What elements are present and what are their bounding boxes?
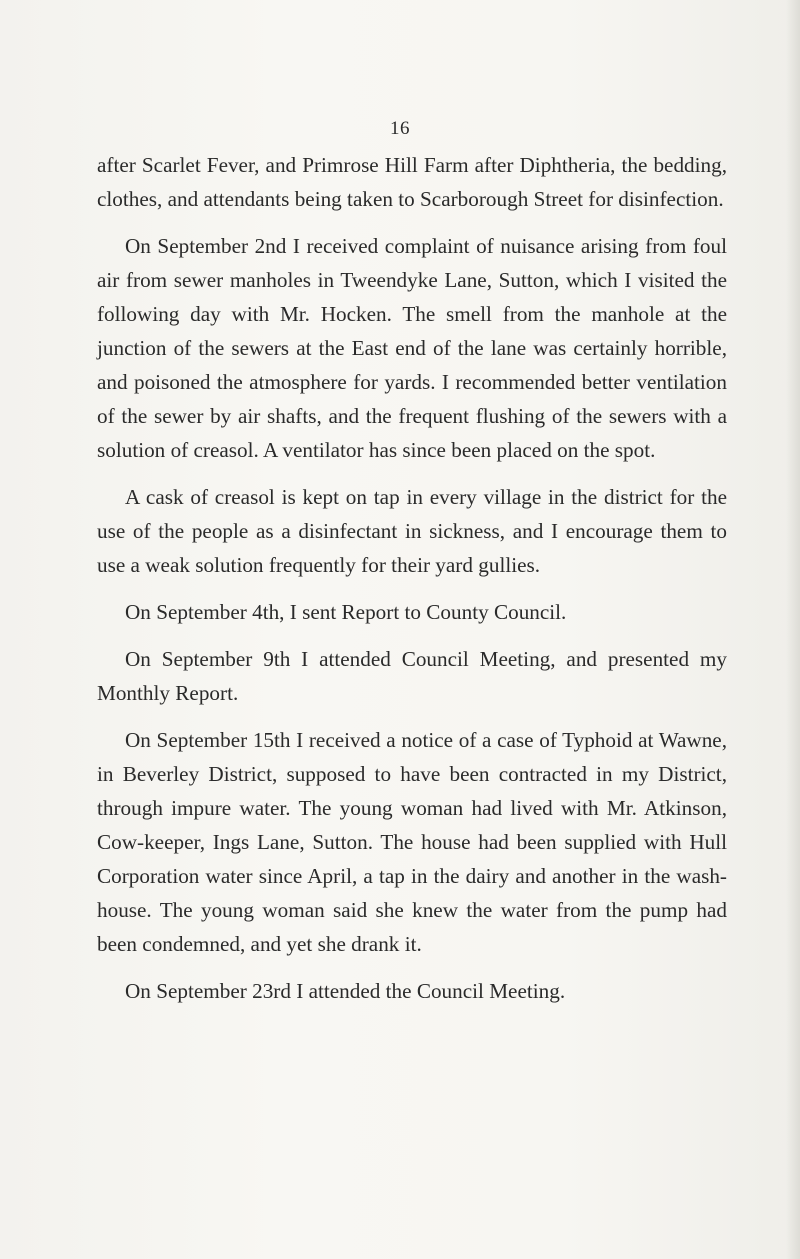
paragraph-report-county-council: On September 4th, I sent Report to County Council. bbox=[125, 600, 567, 624]
paragraph-typhoid-notice: On September 15th I received a notice of a case of Typhoid at Wawne, in Beverley District, supposed to have been contracted in my District, through impure water. The young woman had lived with Mr. Atkinson, Cow-keeper, Ings Lane, Sutton. The house had been supplied with Hull Corporation water since April, a tap in the dairy and another in the wash-house. The young woman said she knew the water from the pump had been condemned, and yet she drank it. bbox=[97, 728, 727, 956]
page-edge-shadow bbox=[786, 0, 800, 1259]
paragraph-council-meeting-23rd: On September 23rd I attended the Council Meeting. bbox=[125, 979, 566, 1003]
page-number: 16 bbox=[390, 118, 410, 139]
body-text bbox=[97, 148, 727, 1008]
paragraph-creasol-cask: A cask of creasol is kept on tap in every village in the district for the use of the people as a disinfectant in sickness, and I encourage them to use a weak solution frequently for their yard gullies. bbox=[97, 485, 727, 577]
paragraph-council-meeting-9th: On September 9th I attended Council Meeting, and presented my Monthly Report. bbox=[97, 647, 727, 705]
paragraph-continued: after Scarlet Fever, and Primrose Hill Farm after Diphtheria, the bedding, clothes, and attendants being taken to Scarborough Street for disinfection. bbox=[97, 153, 727, 211]
paragraph-nuisance-complaint: On September 2nd I received complaint of nuisance arising from foul air from sewer manholes in Tweendyke Lane, Sutton, which I visited the following day with Mr. Hocken. The smell from the manhole at the junction of the sewers at the East end of the lane was certainly horrible, and poisoned the atmosphere for yards. I recommended better ventilation of the sewer by air shafts, and the frequent flushing of the sewers with a solution of creasol. A ventilator has since been placed on the spot. bbox=[97, 234, 727, 462]
